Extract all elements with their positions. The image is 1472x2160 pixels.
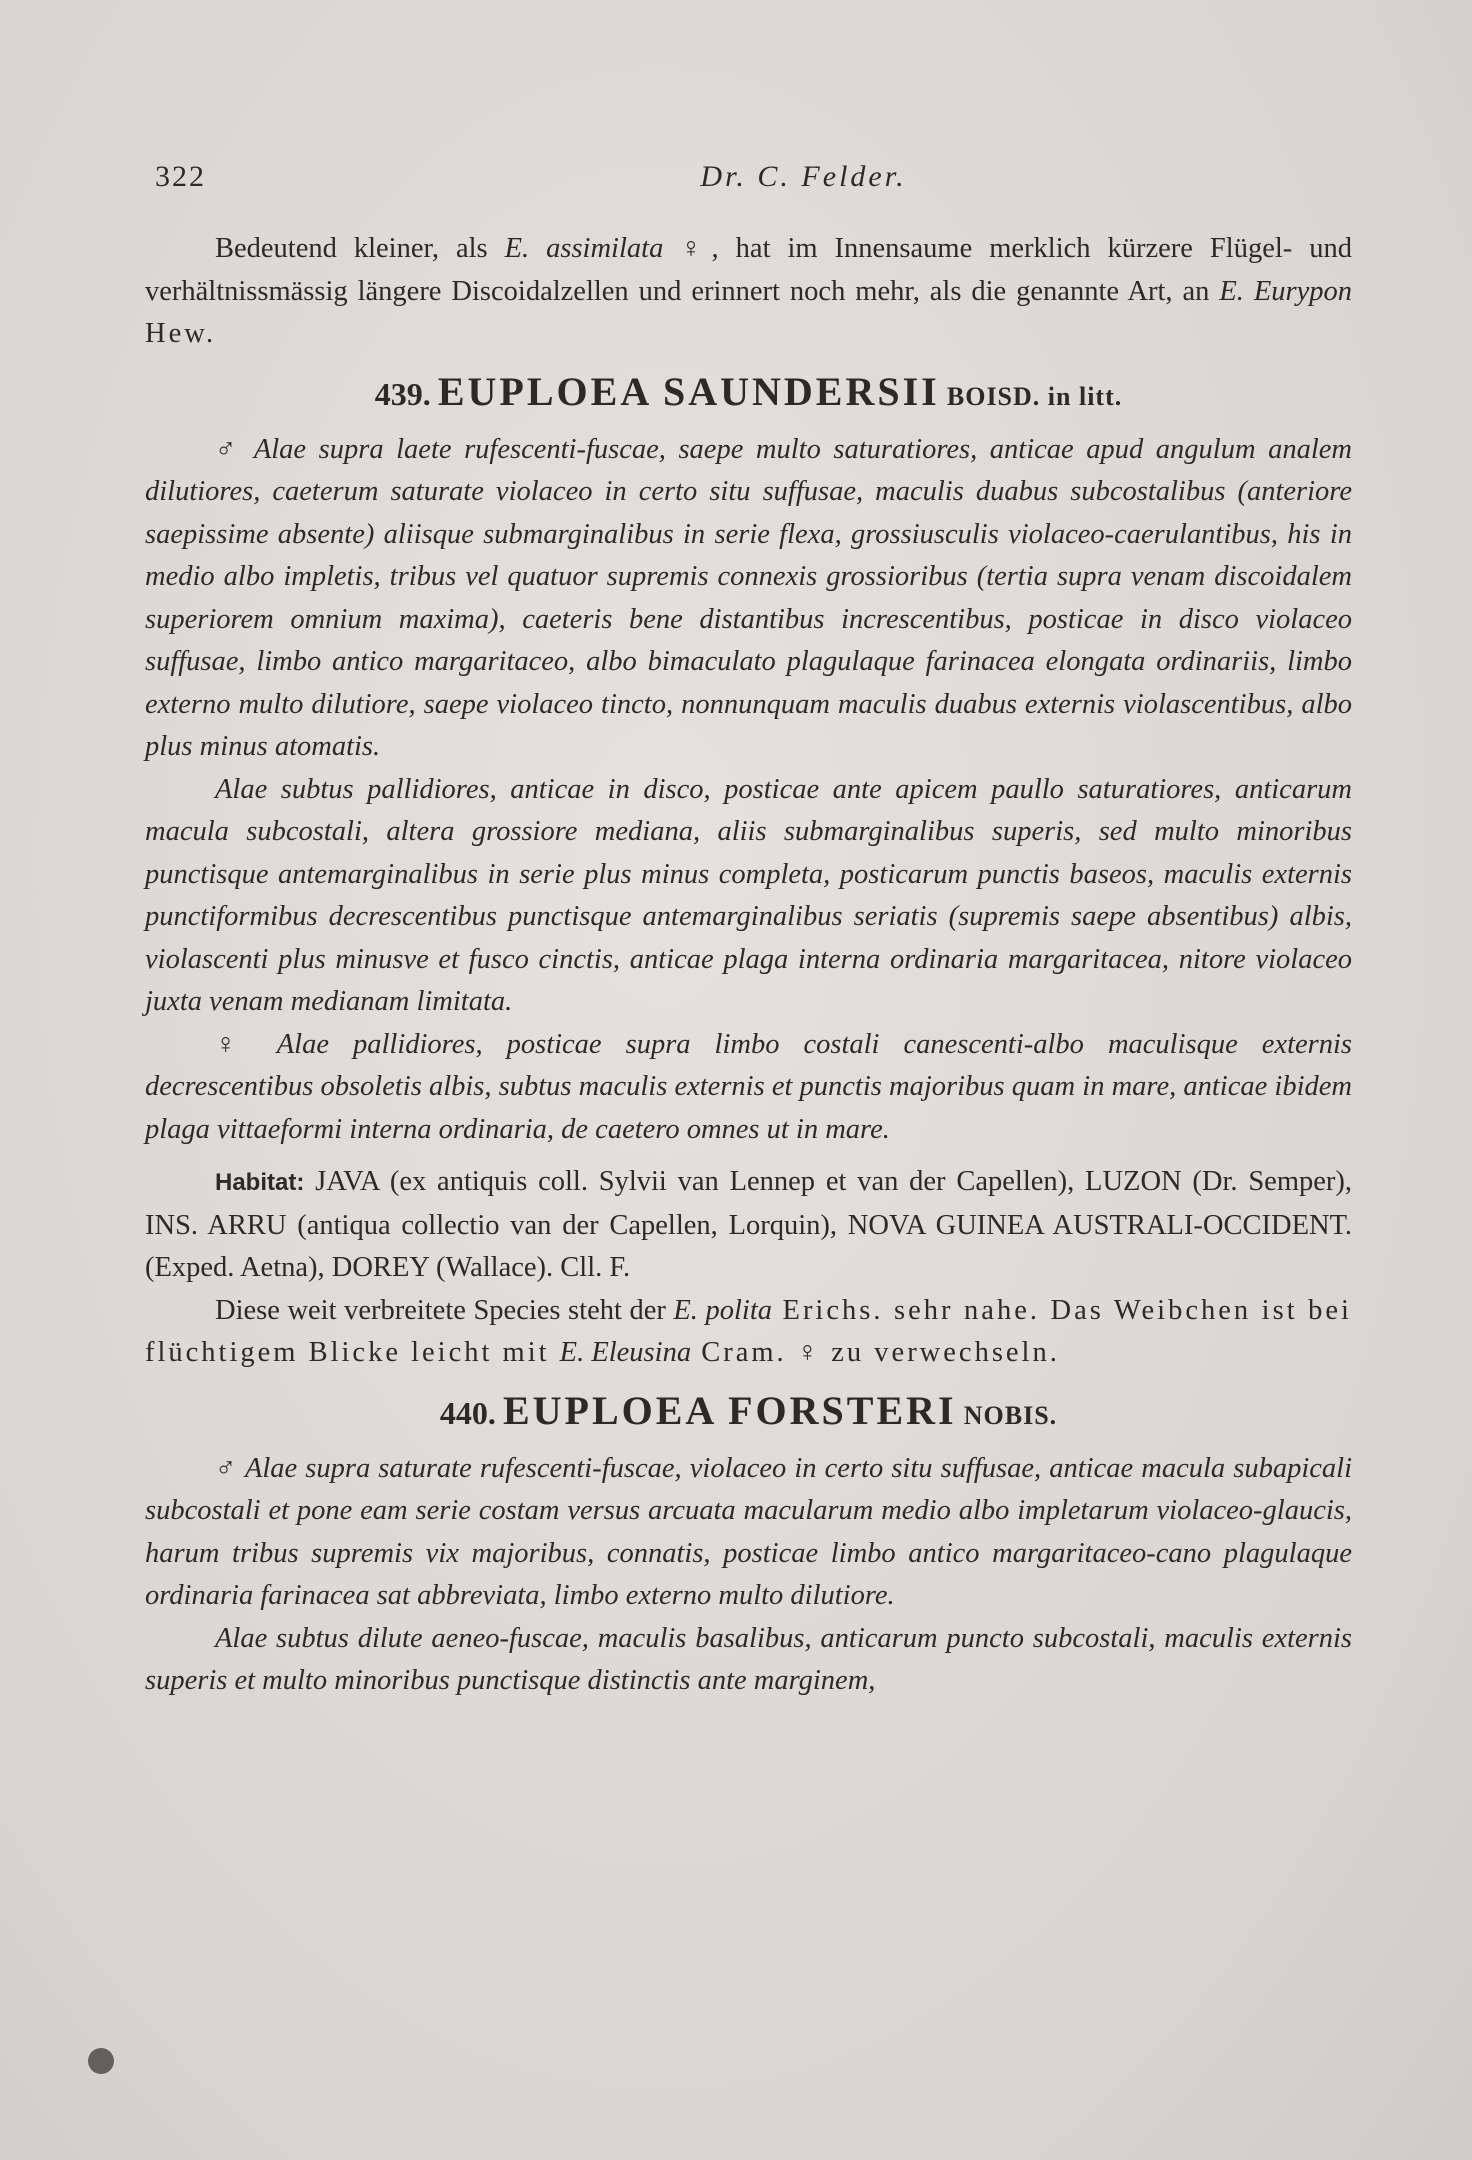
note-text-2: Erichs. sehr nahe. Das Weibchen ist bei flüchtigem Blicke leicht mit — [145, 1294, 1352, 1368]
ink-speck — [88, 2048, 114, 2074]
page-number: 322 — [155, 160, 206, 193]
intro-species-ref-2: E. Eurypon — [1219, 275, 1352, 307]
species-heading-440 — [145, 1385, 1352, 1442]
female-description: ♀ Alae pallidiores, posticae supra limbo costali canescenti-albo maculisque externis decrescentibus obsoletis albis, subtus maculis externis et punctis majoribus quam in mare, anticae ibidem plaga vittaeformi interna ordinaria, de caetero omnes ut in mare. — [145, 1028, 1352, 1145]
page-body — [145, 228, 1352, 1703]
species-author: NOBIS. — [963, 1400, 1058, 1430]
species-name: EUPLOEA SAUNDERSII — [437, 368, 940, 414]
habitat-paragraph — [145, 1161, 1352, 1290]
species-author: BOISD. in litt. — [946, 381, 1123, 411]
species-heading-439 — [145, 366, 1352, 423]
note-text-3: Cram. ♀ zu verwechseln. — [691, 1337, 1060, 1368]
intro-paragraph — [145, 228, 1352, 356]
note-species-ref-2: E. Eleusina — [559, 1337, 692, 1368]
underside-description: Alae subtus dilute aeneo-fuscae, maculis basalibus, anticarum puncto subcostali, maculis externis superis et multo minoribus punctisque distinctis ante marginem, — [145, 1622, 1352, 1696]
species-number: 439. — [374, 375, 431, 412]
note-species-ref-1: E. polita — [673, 1294, 772, 1326]
species-name: EUPLOEA FORSTERI — [502, 1387, 957, 1433]
intro-text-3: Hew. — [145, 318, 217, 349]
intro-text-1: Bedeutend kleiner, als — [215, 233, 505, 264]
intro-species-ref-1: E. assimilata — [504, 233, 664, 264]
species-number: 440. — [439, 1394, 496, 1431]
running-title: Dr. C. Felder. — [700, 160, 907, 193]
habitat-text: JAVA (ex antiquis coll. Sylvii van Lennep et van der Capellen), LUZON (Dr. Semper), INS. ARRU (antiqua collectio van der Capellen, Lorquin), NOVA GUINEA AUSTRALI-OCCIDENT. (Exped. Aetna), DOREY (Wallace). Cll. F. — [145, 1166, 1352, 1283]
underside-description: Alae subtus pallidiores, anticae in disco, posticae ante apicem paullo saturatiores, anticarum macula subcostali, altera grossiore mediana, aliis submarginalibus superis, sed multo minoribus punctisque antemarginalibus in serie plus minus completa, posticarum punctis baseos, maculis externis punctiformibus decrescentibus punctisque antemarginalibus seriatis (supremis saepe absentibus) albis, violascenti plus minusve et fusco cinctis, anticae plaga interna ordinaria margaritacea, nitore violaceo juxta venam medianam limitata. — [145, 773, 1352, 1017]
intro-text-2: ♀, hat im Innensaume merklich kürzere Flügel- und verhältnissmässig längere Discoidalzellen und erinnert noch mehr, als die genannte Art, an — [145, 233, 1352, 307]
habitat-label: Habitat: — [215, 1169, 305, 1196]
male-description: ♂ Alae supra laete rufescenti-fuscae, saepe multo saturatiores, anticae apud angulum analem dilutiores, caeterum saturate violaceo in certo situ suffusae, maculis duabus subcostalibus (anteriore saepissime absente) aliisque submarginalibus in serie flexa, grossiusculis violaceo-caerulantibus, his in medio albo impletis, tribus vel quatuor supremis connexis grossioribus (tertia supra venam discoidalem superiorem omnium maxima), caeteris bene distantibus increscentibus, posticae in disco violaceo suffusae, limbo antico margaritaceo, albo bimaculato plagulaque farinacea elongata ordinariis, limbo externo multo dilutiore, saepe violaceo tincto, nonnunquam maculis duabus externis violascentibus, albo plus minus atomatis. — [145, 433, 1352, 762]
page-header — [155, 160, 1352, 200]
note-text-1: Diese weit verbreitete Species steht der — [215, 1294, 674, 1326]
note-paragraph — [145, 1290, 1352, 1375]
male-description: ♂ Alae supra saturate rufescenti-fuscae, violaceo in certo situ suffusae, anticae macula subapicali subcostali et pone eam serie costam versus arcuata macularum medio albo impletarum violaceo-glaucis, harum tribus supremis vix majoribus, connatis, posticae limbo antico margaritaceo-cano plagulaque ordinaria farinacea sat abbreviata, limbo externo multo dilutiore. — [145, 1452, 1352, 1611]
